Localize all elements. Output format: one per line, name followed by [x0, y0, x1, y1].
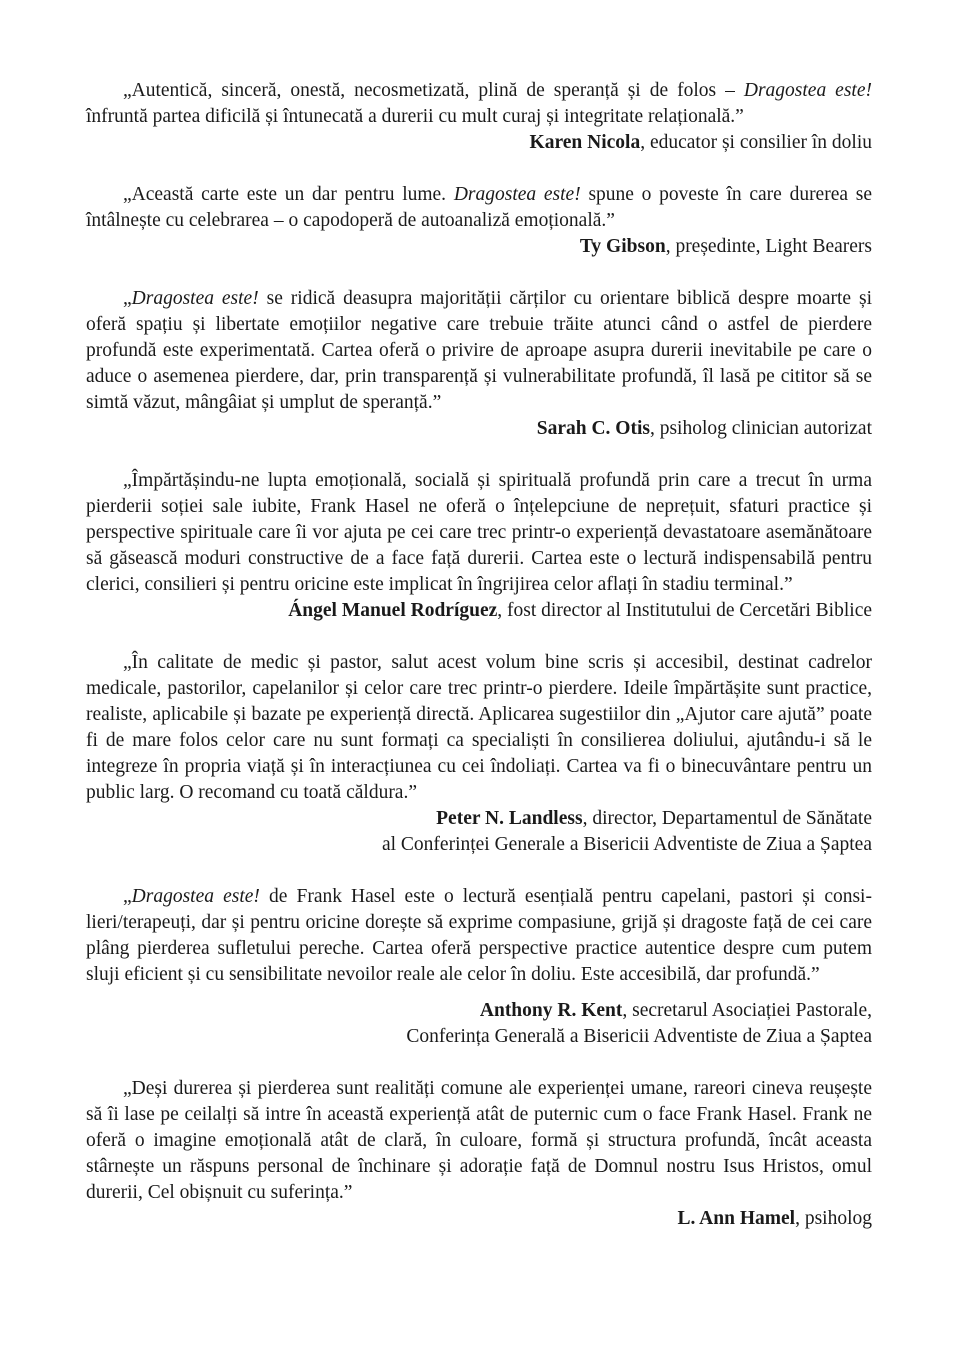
- attribution-line-2: Conferința Generală a Bisericii Adventiste de Ziua a Șaptea: [406, 1026, 872, 1047]
- attribution-line-2: al Conferinței Generale a Bisericii Adventiste de Ziua a Șaptea: [381, 834, 872, 855]
- author-name: L. Ann Hamel: [677, 1208, 796, 1229]
- attribution: [86, 130, 872, 156]
- author-name: Karen Nicola: [529, 132, 641, 153]
- quote-text: „Împărtășindu-ne lupta emoțională, socială și spirituală profundă prin care a trecut în urma pierderii soției sale iubite, Frank Hasel ne oferă o înțelepciune de neprețuit, sfaturi practice și perspective spirituale care îi vor ajuta pe cei care trec printr-o experiență devastatoare asemănătoare să găsească moduri constructive de a face față durerii. Cartea este o lectură indispensabilă pentru clerici, consilieri și pentru oricine este implicat în îngrijirea celor aflați în stadiu terminal.”: [86, 470, 872, 595]
- endorsement-7: [86, 1076, 872, 1232]
- author-name: Ty Gibson: [579, 236, 666, 257]
- quote-text: „Deși durerea și pierderea sunt realități comune ale experienței umane, rareori cineva reușește să îi lase pe ceilalți să intre în această experiență atât de puternic cum o face Frank Hasel. Frank ne oferă o imagine emoțională atât de clară, în culoare, formă și structura profundă, încât aceasta stârnește un răspuns personal de închinare și adorație față de Domnul nostru Isus Hristos, omul durerii, Cel obișnuit cu suferința.”: [86, 1078, 872, 1203]
- quote-text: „Autentică, sinceră, onestă, necosmetizată, plină de speranță și de folos – Dragostea este! înfruntă partea dificilă și întunecată a durerii cu mult curaj și integritate relațională.”: [86, 80, 872, 127]
- quote-text: „În calitate de medic și pastor, salut acest volum bine scris și accesibil, destinat cadrelor medicale, pastorilor, capelanilor și celor care trec printr-o pierdere. Ideile împărtășite sunt practice, realiste, aplicabile și bazate pe experiență directă. Aplicarea sugestiilor din „Ajutor care ajută” poate fi de mare folos celor care nu sunt formați ca specialiști în consilierea doliului, ajutându-i să le integreze în propria viață și în interacțiunea cu cei îndoliați. Cartea va fi o binecuvântare pentru un public larg. O recomand cu toată căldura.”: [86, 652, 872, 803]
- author-role: , psiholog clinician autorizat: [649, 418, 872, 439]
- author-role: , director, Departamentul de Sănătate: [582, 808, 872, 829]
- endorsement-3: [86, 286, 872, 442]
- quote-text: „Dragostea este! se ridică deasupra majorității cărților cu orientare biblică despre moarte și oferă spațiu și libertate emoțiilor negative care trebuie trăite atunci când o astfel de pierdere profundă este experimentată. Cartea oferă o privire de aproape asupra durerii inevitabile pe care o aduce o asemenea pierdere, dar, prin transparență și vulnerabilitate profundă, îl lasă pe cititor să se simtă văzut, mângâiat și umplut de speranță.”: [86, 288, 872, 413]
- book-title: Dragostea este!: [743, 80, 872, 101]
- attribution: [86, 1206, 872, 1232]
- attribution: [86, 598, 872, 624]
- author-role: , educator și consilier în doliu: [640, 132, 872, 153]
- endorsement-6: [86, 884, 872, 1050]
- author-name: Peter N. Landless: [436, 808, 583, 829]
- book-title: Dragostea este!: [131, 886, 260, 907]
- endorsement-2: [86, 182, 872, 260]
- author-role: , președinte, Light Bearers: [665, 236, 872, 257]
- attribution: [86, 998, 872, 1024]
- quote-text: „Această carte este un dar pentru lume. Dragostea este! spune o poveste în care durerea se întâlnește cu celebrarea – o capodoperă de autoanaliză emoțională.”: [86, 184, 872, 231]
- author-name: Ángel Manuel Rodríguez: [288, 600, 498, 621]
- quote-text: „Dragostea este! de Frank Hasel este o lectură esențială pentru capelani, pastori și consilieri/terapeuți, dar și pentru oricine dorește să exprime compasiune, grijă și dragoste față de cei care plâng pierderea sufletului pereche. Cartea oferă perspective practice autentice despre cum putem sluji eficient și cu sensibilitate nevoilor reale ale celor în doliu. Este accesibilă, dar profundă.”: [86, 886, 872, 985]
- author-name: Sarah C. Otis: [536, 418, 650, 439]
- endorsement-4: [86, 468, 872, 624]
- author-role: , secretarul Asociației Pastorale,: [622, 1000, 872, 1021]
- endorsement-1: [86, 78, 872, 156]
- endorsement-5: [86, 650, 872, 858]
- attribution: [86, 806, 872, 832]
- book-title: Dragostea este!: [131, 288, 259, 309]
- attribution: [86, 234, 872, 260]
- author-name: Anthony R. Kent: [479, 1000, 623, 1021]
- author-role: , fost director al Institutului de Cercetări Biblice: [497, 600, 872, 621]
- book-title: Dragostea este!: [453, 184, 581, 205]
- author-role: , psiholog: [795, 1208, 872, 1229]
- attribution: [86, 416, 872, 442]
